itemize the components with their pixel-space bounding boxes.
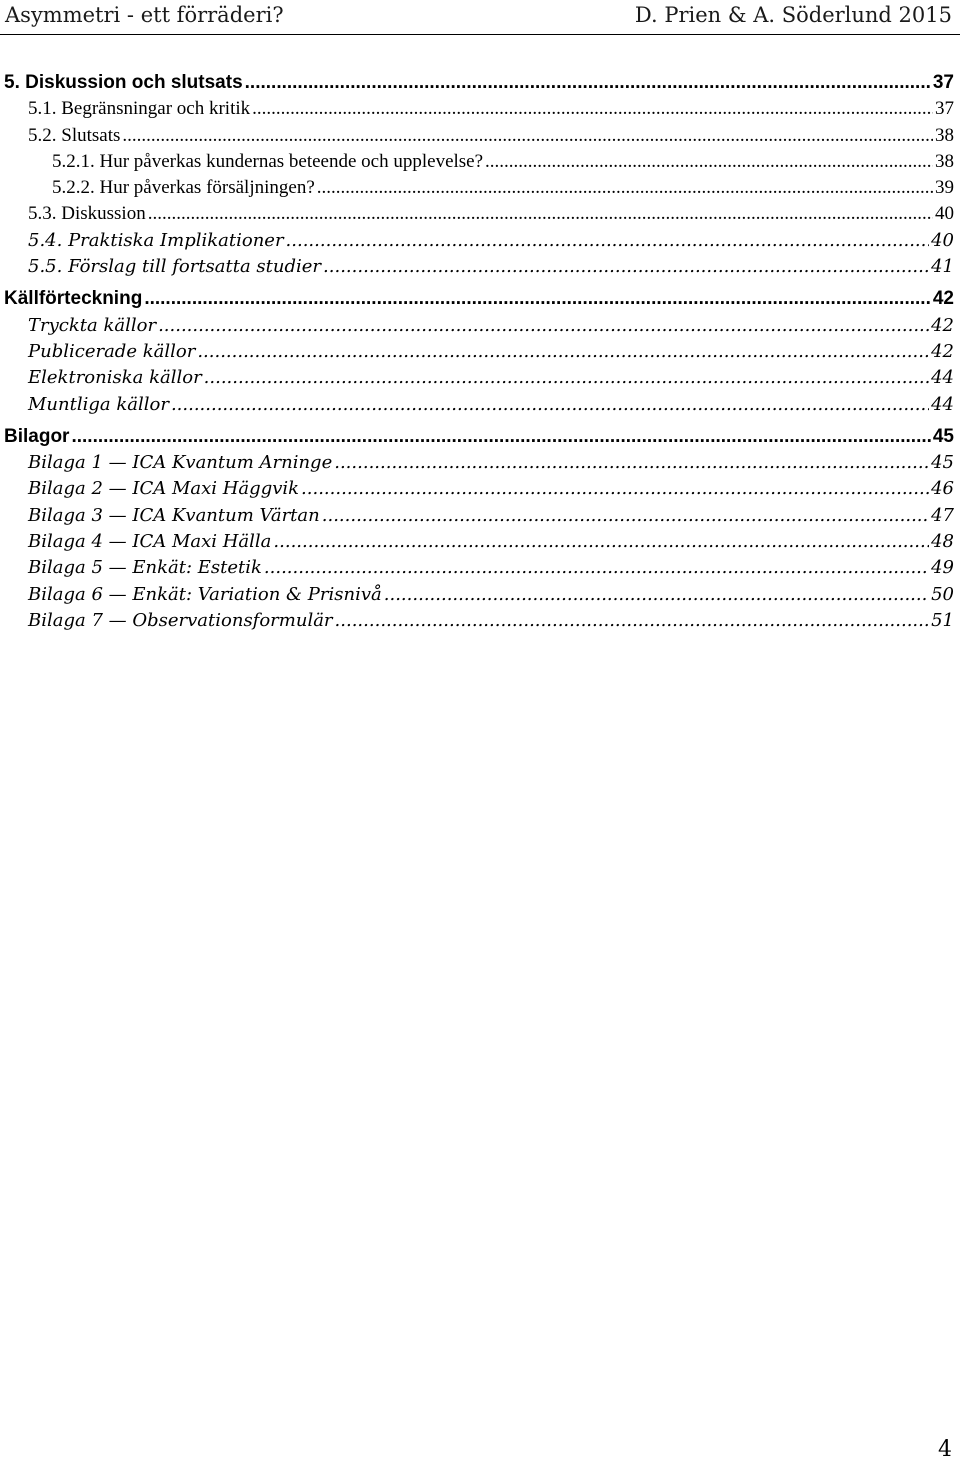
- toc-entry-title: Bilaga 1 — ICA Kvantum Arninge: [28, 452, 333, 474]
- toc-dot-leader: [122, 123, 933, 149]
- toc-dot-leader: [334, 450, 929, 476]
- toc-entry-page: 38: [935, 124, 954, 146]
- toc-entry-title: 5. Diskussion och slutsats: [4, 72, 243, 93]
- toc-entry-page: 45: [931, 452, 954, 474]
- toc-entry-5-3[interactable]: [4, 201, 954, 227]
- page-number: 4: [938, 1437, 952, 1462]
- toc-entry-5-5[interactable]: [4, 254, 954, 280]
- toc-entry-5-1[interactable]: [4, 96, 954, 122]
- toc-entry-title: Bilaga 5 — Enkät: Estetik: [28, 557, 262, 579]
- toc-dot-leader: [144, 286, 931, 312]
- toc-entry-title: Tryckta källor: [28, 314, 157, 336]
- toc-entry-page: 44: [931, 393, 954, 415]
- toc-entry-page: 49: [931, 557, 954, 579]
- toc-entry-title: Bilaga 3 — ICA Kvantum Värtan: [28, 504, 320, 526]
- toc-dot-leader: [252, 96, 933, 122]
- toc-entry-title: Bilagor: [4, 425, 70, 447]
- toc-entry-page: 47: [931, 504, 954, 526]
- header-divider: [0, 34, 960, 35]
- toc-entry-title: Bilaga 2 — ICA Maxi Häggvik: [28, 478, 300, 500]
- document-authors: D. Prien & A. Söderlund 2015: [634, 3, 952, 27]
- toc-entry-muntliga-kallor[interactable]: [4, 392, 954, 418]
- toc-entry-title: Elektroniska källor: [28, 367, 202, 389]
- toc-dot-leader: [158, 313, 929, 339]
- toc-entry-page: 42: [931, 314, 954, 336]
- toc-dot-leader: [71, 424, 930, 450]
- toc-entry-title: 5.2. Slutsats: [28, 124, 121, 146]
- toc-entry-bilagor[interactable]: [4, 424, 954, 450]
- toc-dot-leader: [322, 503, 929, 529]
- toc-entry-title: 5.1. Begränsningar och kritik: [28, 98, 251, 120]
- toc-entry-title: 5.2.2. Hur påverkas försäljningen?: [52, 177, 315, 199]
- toc-entry-chapter-5[interactable]: [4, 70, 954, 96]
- toc-dot-leader: [148, 201, 933, 227]
- toc-dot-leader: [245, 70, 931, 96]
- toc-entry-bilaga-3[interactable]: [4, 503, 954, 529]
- toc-entry-page: 51: [931, 609, 954, 631]
- toc-entry-title: Publicerade källor: [28, 340, 196, 362]
- toc-dot-leader: [384, 582, 929, 608]
- toc-dot-leader: [286, 228, 930, 254]
- toc-entry-title: Bilaga 4 — ICA Maxi Hälla: [28, 531, 272, 553]
- toc-entry-page: 50: [931, 583, 954, 605]
- toc-dot-leader: [197, 339, 929, 365]
- toc-dot-leader: [323, 254, 929, 280]
- toc-entry-bilaga-6[interactable]: [4, 582, 954, 608]
- toc-entry-5-2-2[interactable]: [4, 175, 954, 201]
- toc-entry-title: 5.2.1. Hur påverkas kundernas beteende och upplevelse?: [52, 150, 484, 172]
- toc-entry-title: 5.5. Förslag till fortsatta studier: [28, 256, 322, 278]
- toc-entry-bilaga-5[interactable]: [4, 555, 954, 581]
- toc-entry-page: 46: [931, 478, 954, 500]
- toc-entry-page: 48: [931, 531, 954, 553]
- toc-entry-page: 42: [932, 288, 954, 310]
- toc-entry-page: 40: [931, 229, 954, 251]
- page-header: [5, 0, 952, 30]
- toc-entry-kallforteckning[interactable]: [4, 286, 954, 312]
- toc-entry-page: 45: [932, 425, 954, 447]
- toc-entry-page: 38: [935, 150, 954, 172]
- toc-entry-elektroniska-kallor[interactable]: [4, 365, 954, 391]
- toc-entry-page: 39: [935, 177, 954, 199]
- toc-entry-title: Muntliga källor: [28, 393, 169, 415]
- toc-entry-tryckta-kallor[interactable]: [4, 313, 954, 339]
- toc-dot-leader: [317, 175, 933, 201]
- toc-dot-leader: [264, 555, 929, 581]
- toc-entry-5-4[interactable]: [4, 228, 954, 254]
- toc-dot-leader: [301, 476, 929, 502]
- table-of-contents: [4, 70, 954, 634]
- toc-dot-leader: [204, 365, 929, 391]
- toc-entry-page: 40: [935, 203, 954, 225]
- toc-entry-bilaga-7[interactable]: [4, 608, 954, 634]
- toc-entry-page: 41: [931, 256, 954, 278]
- toc-entry-bilaga-4[interactable]: [4, 529, 954, 555]
- toc-entry-title: 5.4. Praktiska Implikationer: [28, 229, 284, 251]
- toc-entry-5-2-1[interactable]: [4, 149, 954, 175]
- toc-entry-publicerade-kallor[interactable]: [4, 339, 954, 365]
- toc-dot-leader: [171, 392, 929, 418]
- toc-dot-leader: [485, 149, 933, 175]
- toc-entry-page: 42: [931, 340, 954, 362]
- toc-entry-page: 37: [935, 98, 954, 120]
- toc-entry-page: 44: [931, 367, 954, 389]
- toc-entry-title: 5.3. Diskussion: [28, 203, 146, 225]
- toc-entry-page: 37: [932, 72, 954, 93]
- toc-dot-leader: [273, 529, 929, 555]
- toc-entry-title: Bilaga 6 — Enkät: Variation & Prisnivå: [28, 583, 382, 605]
- toc-entry-bilaga-1[interactable]: [4, 450, 954, 476]
- toc-entry-title: Källförteckning: [4, 288, 143, 310]
- toc-dot-leader: [335, 608, 930, 634]
- toc-entry-5-2[interactable]: [4, 123, 954, 149]
- toc-entry-bilaga-2[interactable]: [4, 476, 954, 502]
- document-title: Asymmetri - ett förräderi?: [5, 3, 284, 27]
- toc-entry-title: Bilaga 7 — Observationsformulär: [28, 609, 333, 631]
